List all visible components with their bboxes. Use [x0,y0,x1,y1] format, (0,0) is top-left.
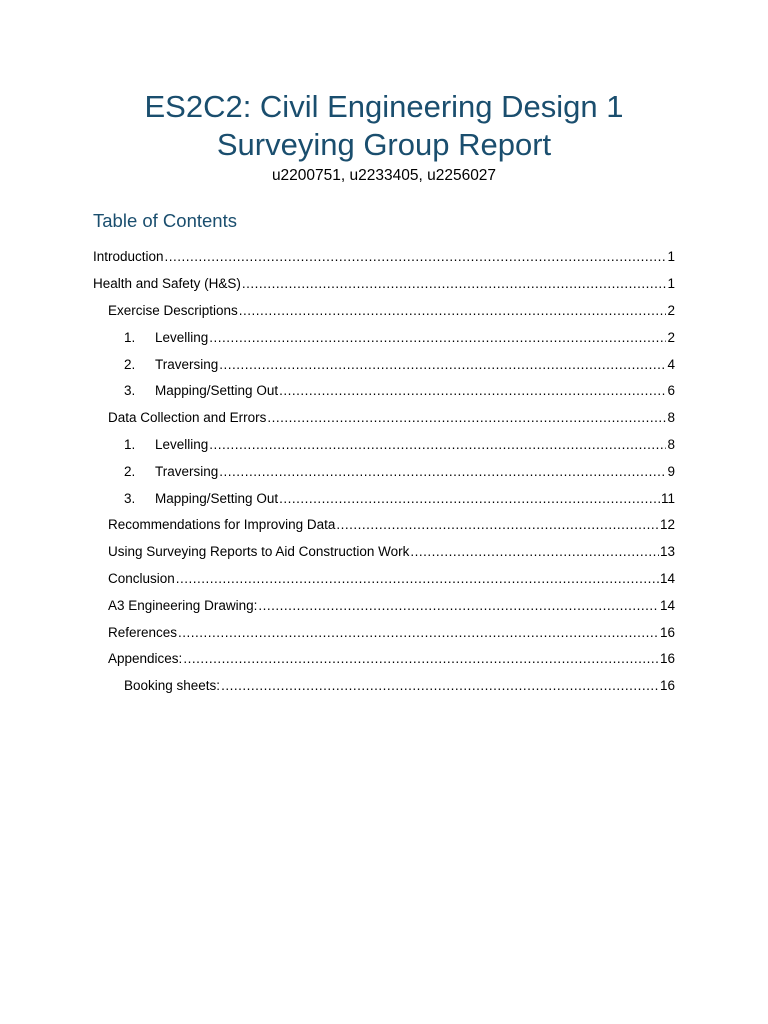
toc-entry[interactable] [93,244,675,271]
toc-entry-number: 3. [124,383,136,399]
toc-dot-leader [219,356,666,374]
toc-entry[interactable] [93,592,675,619]
toc-dot-leader [165,248,666,266]
document-title-line-1: ES2C2: Civil Engineering Design 1 [144,89,624,124]
toc-entry-label[interactable]: Conclusion [108,570,175,586]
toc-entry[interactable] [93,646,675,673]
toc-entry-label[interactable]: Levelling [155,329,209,345]
toc-dot-leader [221,677,659,695]
toc-entry-number: 3. [124,490,136,506]
toc-dot-leader [279,382,666,400]
toc-entry-page-number: 16 [659,651,675,667]
toc-dot-leader [239,302,666,320]
toc-entry[interactable] [93,432,675,459]
toc-entry-page-number: 4 [667,356,675,372]
toc-entry-page-number: 13 [659,544,675,560]
title-block [0,88,768,186]
toc-entry-label[interactable]: A3 Engineering Drawing: [108,597,258,613]
toc-entry-page-number: 1 [667,276,675,292]
toc-entry-label[interactable]: Exercise Descriptions [108,302,238,318]
toc-dot-leader [209,436,666,454]
toc-entry[interactable] [93,405,675,432]
toc-entry[interactable] [93,378,675,405]
toc-entry-page-number: 16 [659,624,675,640]
toc-dot-leader [183,650,659,668]
toc-dot-leader [279,490,660,508]
toc-entry-page-number: 6 [667,383,675,399]
toc-heading: Table of Contents [93,210,237,231]
toc-entry-label[interactable]: Introduction [93,249,164,265]
toc-entry-label[interactable]: Mapping/Setting Out [155,383,279,399]
toc-dot-leader [267,409,666,427]
toc-dot-leader [219,463,666,481]
table-of-contents [93,244,675,700]
toc-entry[interactable] [93,673,675,700]
toc-entry-page-number: 9 [667,463,675,479]
toc-entry[interactable] [93,512,675,539]
toc-dot-leader [336,516,659,534]
toc-entry[interactable] [93,485,675,512]
document-title-line-2: Surveying Group Report [216,127,552,162]
toc-entry-page-number: 2 [667,302,675,318]
toc-entry[interactable] [93,271,675,298]
toc-entry[interactable] [93,539,675,566]
toc-entry-label[interactable]: Using Surveying Reports to Aid Construction Work [108,544,410,560]
toc-entry-label[interactable]: Booking sheets: [124,678,221,694]
toc-entry[interactable] [93,619,675,646]
toc-entry-label[interactable]: Traversing [155,356,219,372]
toc-entry-page-number: 14 [659,597,675,613]
toc-dot-leader [242,275,666,293]
toc-entry-label[interactable]: Health and Safety (H&S) [93,276,241,292]
toc-entry-page-number: 16 [659,678,675,694]
author-ids: u2200751, u2233405, u2256027 [271,167,497,184]
toc-entry[interactable] [93,458,675,485]
toc-dot-leader [178,624,659,642]
toc-dot-leader [258,597,659,615]
toc-entry-label[interactable]: Data Collection and Errors [108,410,267,426]
toc-entry[interactable] [93,298,675,325]
toc-dot-leader [176,570,659,588]
toc-entry-label[interactable]: References [108,624,178,640]
toc-entry-number: 1. [124,436,136,452]
toc-dot-leader [410,543,659,561]
toc-entry-number: 2. [124,356,136,372]
toc-entry-label[interactable]: Traversing [155,463,219,479]
toc-entry-label[interactable]: Appendices: [108,651,183,667]
toc-entry[interactable] [93,566,675,593]
toc-entry-page-number: 12 [659,517,675,533]
toc-entry[interactable] [93,324,675,351]
toc-entry-page-number: 2 [667,329,675,345]
toc-entry-number: 1. [124,329,136,345]
toc-entry-page-number: 14 [659,570,675,586]
toc-entry-label[interactable]: Levelling [155,436,209,452]
toc-dot-leader [209,329,666,347]
toc-entry-label[interactable]: Recommendations for Improving Data [108,517,336,533]
toc-entry-page-number: 8 [667,436,675,452]
toc-entry-page-number: 1 [667,249,675,265]
toc-entry-page-number: 8 [667,410,675,426]
toc-entry-label[interactable]: Mapping/Setting Out [155,490,279,506]
toc-entry-page-number: 11 [660,490,675,506]
toc-entry[interactable] [93,351,675,378]
toc-entry-number: 2. [124,463,136,479]
